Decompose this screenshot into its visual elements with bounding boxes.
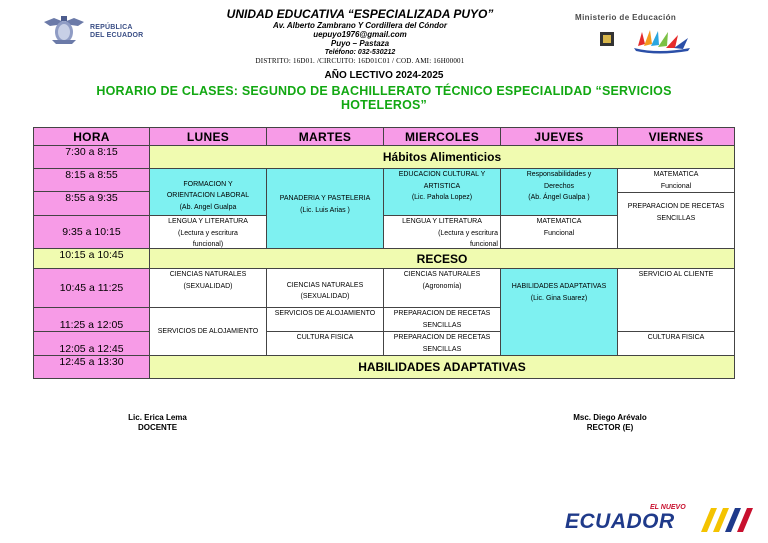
thursday-matematica: MATEMATICA Funcional bbox=[500, 215, 618, 249]
header-jueves: JUEVES bbox=[500, 127, 618, 146]
institution-header bbox=[170, 8, 550, 65]
institution-email: uepuyo1976@gmail.com bbox=[313, 30, 407, 39]
ecuador-label: ECUADOR bbox=[565, 510, 675, 533]
coat-of-arms-icon bbox=[42, 14, 86, 46]
institution-city: Puyo – Pastaza bbox=[330, 39, 390, 48]
institution-address: Av. Alberto Zambrano Y Cordillera del Cóndor bbox=[272, 21, 448, 30]
el-nuevo-label: EL NUEVO bbox=[650, 504, 686, 511]
time-slot-2: 8:15 a 8:55 bbox=[33, 168, 150, 192]
tuesday-servicios-alojamiento: SERVICIOS DE ALOJAMIENTO bbox=[266, 307, 384, 332]
rector-name: Msc. Diego Arévalo bbox=[573, 413, 647, 422]
time-slot-7: 11:25 a 12:05 bbox=[33, 307, 150, 332]
ministry-label: Ministerio de Educación bbox=[575, 13, 677, 22]
header-miercoles: MIERCOLES bbox=[383, 127, 501, 146]
wednesday-preparacion-recetas-2: PREPARACION DE RECETAS SENCILLAS bbox=[383, 331, 501, 356]
flag-stripes-icon bbox=[693, 506, 757, 534]
wednesday-lengua-literatura: LENGUA Y LITERATURA (Lectura y escritura funcional bbox=[383, 215, 501, 249]
tuesday-panaderia-pasteleria: PANADERIA Y PASTELERIA (Lic. Luis Arias ) bbox=[266, 168, 384, 249]
signature-rector bbox=[555, 413, 665, 433]
time-slot-1: 7:30 a 8:15 bbox=[33, 145, 150, 169]
republica-ecuador-logo bbox=[42, 14, 162, 48]
institution-district: DISTRITO: 16D01. /CIRCUITO: 16D01C01 / COD. AMI: 16H00001 bbox=[255, 57, 465, 65]
country-line-1: REPÚBLICA bbox=[90, 24, 133, 31]
schedule-table bbox=[33, 127, 735, 379]
monday-ciencias-naturales: CIENCIAS NATURALES (SEXUALIDAD) bbox=[149, 268, 267, 308]
wednesday-ciencias-naturales: CIENCIAS NATURALES (Agronomía) bbox=[383, 268, 501, 308]
friday-preparacion-recetas: PREPARACION DE RECETAS SENCILLAS bbox=[617, 192, 735, 249]
time-slot-4: 9:35 a 10:15 bbox=[33, 215, 150, 249]
time-slot-9: 12:45 a 13:30 bbox=[33, 355, 150, 379]
institution-name: UNIDAD EDUCATIVA “ESPECIALIZADA PUYO” bbox=[226, 7, 494, 21]
el-nuevo-ecuador-logo bbox=[565, 500, 760, 540]
tuesday-cultura-fisica: CULTURA FISICA bbox=[266, 331, 384, 356]
friday-cultura-fisica: CULTURA FISICA bbox=[617, 331, 735, 356]
school-year: AÑO LECTIVO 2024-2025 bbox=[324, 70, 444, 81]
habitos-alimenticios-row: Hábitos Alimenticios bbox=[149, 145, 735, 169]
monday-lengua-literatura: LENGUA Y LITERATURA (Lectura y escritura funcional) bbox=[149, 215, 267, 249]
signature-docente bbox=[115, 413, 200, 433]
time-slot-3: 8:55 a 9:35 bbox=[33, 191, 150, 216]
monday-servicios-alojamiento: SERVICIOS DE ALOJAMIENTO bbox=[149, 307, 267, 356]
schedule-title-line-1: HORARIO DE CLASES: SEGUNDO DE BACHILLERATO TÉCNICO ESPECIALIDAD “SERVICIOS bbox=[96, 84, 672, 98]
thursday-habilidades-adaptativas: HABILIDADES ADAPTATIVAS (Lic. Gina Suarez) bbox=[500, 268, 618, 356]
docente-name: Lic. Erica Lema bbox=[128, 413, 187, 422]
monday-formacion-orientacion: FORMACION Y ORIENTACION LABORAL (Ab. Angel Gualpa bbox=[149, 168, 267, 216]
header-hora: HORA bbox=[33, 127, 150, 146]
time-slot-5: 10:15 a 10:45 bbox=[33, 248, 150, 269]
institution-phone: Teléfono: 032-530212 bbox=[324, 49, 396, 56]
friday-servicio-cliente: SERVICIO AL CLIENTE bbox=[617, 268, 735, 332]
country-line-2: DEL ECUADOR bbox=[90, 32, 144, 39]
ministry-logo-icon bbox=[598, 26, 698, 54]
header-martes: MARTES bbox=[266, 127, 384, 146]
friday-matematica: MATEMATICA Funcional bbox=[617, 168, 735, 193]
wednesday-preparacion-recetas-1: PREPARACION DE RECETAS SENCILLAS bbox=[383, 307, 501, 332]
time-slot-6: 10:45 a 11:25 bbox=[33, 268, 150, 308]
wednesday-educacion-cultural: EDUCACION CULTURAL Y ARTISTICA (Lic. Pahola Lopez) bbox=[383, 168, 501, 216]
header-lunes: LUNES bbox=[149, 127, 267, 146]
header-viernes: VIERNES bbox=[617, 127, 735, 146]
habilidades-adaptativas-row: HABILIDADES ADAPTATIVAS bbox=[149, 355, 735, 379]
tuesday-ciencias-naturales: CIENCIAS NATURALES (SEXUALIDAD) bbox=[266, 268, 384, 308]
time-slot-8: 12:05 a 12:45 bbox=[33, 331, 150, 356]
schedule-title-line-2: HOTELEROS” bbox=[340, 98, 428, 112]
receso-row: RECESO bbox=[149, 248, 735, 269]
schedule-title bbox=[60, 84, 708, 112]
docente-role: DOCENTE bbox=[137, 423, 178, 432]
thursday-responsabilidades-derechos: Responsabilidades y Derechos (Ab. Ángel Gualpa ) bbox=[500, 168, 618, 216]
rector-role: RECTOR (E) bbox=[586, 423, 634, 432]
